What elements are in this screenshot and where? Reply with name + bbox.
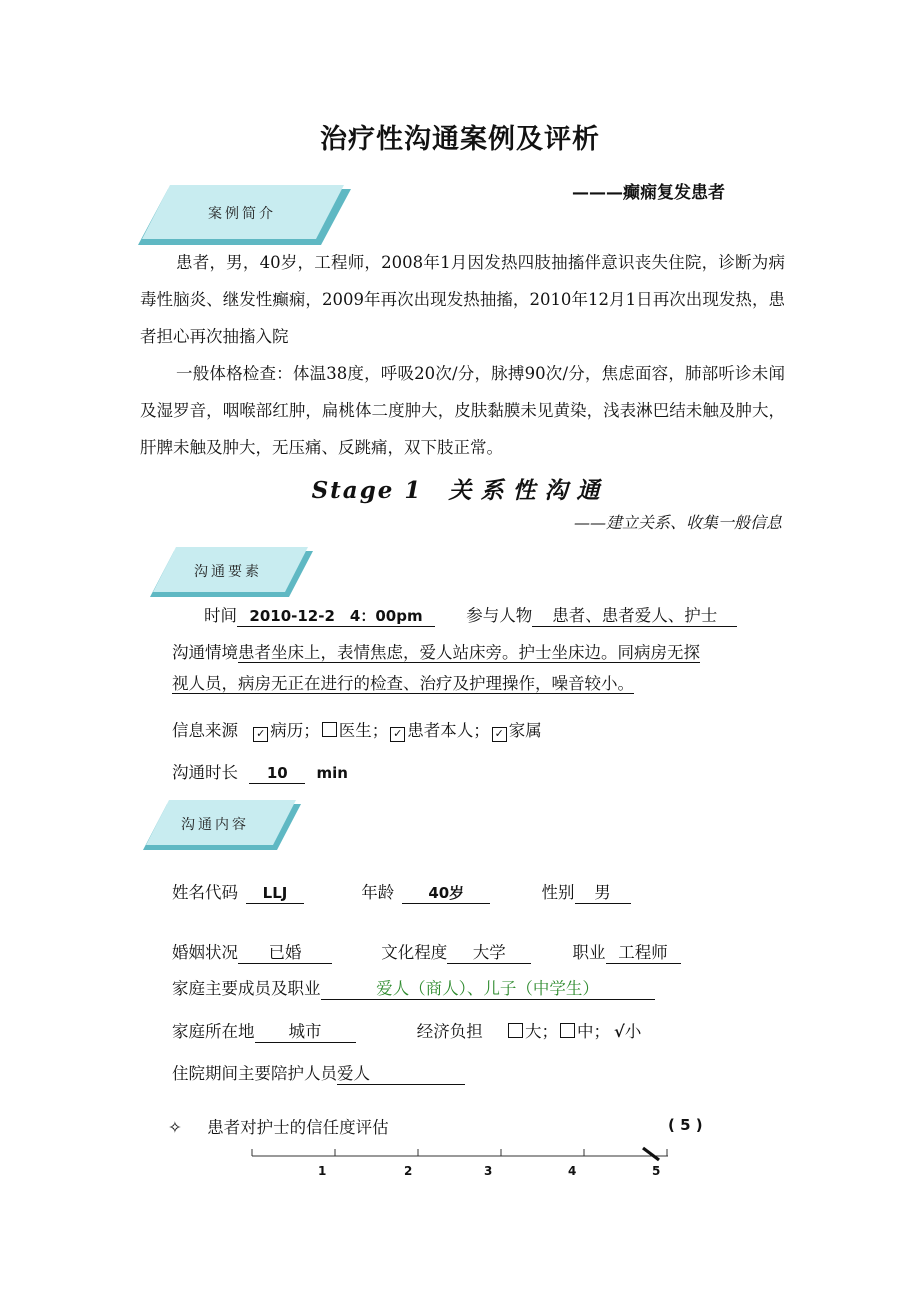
job-label: 职业 (572, 943, 606, 962)
education-label: 文化程度 (381, 943, 448, 962)
situation-line-2: 视人员，病房无正在进行的检查、治疗及护理操作，噪音较小。 (172, 674, 634, 693)
trust-row (168, 1114, 389, 1138)
home-label: 家庭所在地 (172, 1022, 255, 1041)
trust-label: 患者对护士的信任度评估 (207, 1118, 389, 1137)
age-label: 年龄 (361, 883, 395, 902)
age-value: 40岁 (402, 883, 490, 904)
page-subtitle: ———癫痫复发患者 (572, 183, 725, 203)
check-mark-icon: √ (614, 1022, 625, 1041)
marital-row (172, 939, 681, 964)
trust-marker (643, 1148, 659, 1160)
source-label: 信息来源 (172, 721, 238, 740)
case-description (140, 244, 785, 466)
source-checkbox-records[interactable]: ✓ (253, 727, 268, 742)
time-label: 时间 (204, 606, 237, 625)
name-value: LLJ (246, 883, 304, 904)
burden-option-label: 中； (577, 1022, 610, 1041)
scale-tick-label: 1 (318, 1164, 327, 1178)
family-row (172, 975, 655, 1000)
companion-label: 住院期间主要陪护人员 (172, 1064, 337, 1083)
banner-label: 沟通内容 (181, 817, 249, 833)
source-options (251, 721, 542, 740)
participants-value: 患者、患者爱人、护士 (532, 606, 737, 627)
section-banner-content (143, 800, 303, 862)
companion-value: 爱人 (337, 1064, 465, 1085)
identity-row (172, 879, 631, 904)
burden-checkbox-large[interactable] (508, 1023, 523, 1038)
gender-label: 性别 (541, 883, 575, 902)
scale-tick-label: 3 (484, 1164, 493, 1178)
duration-value: 10 (249, 763, 305, 784)
source-checkbox-patient[interactable]: ✓ (390, 727, 405, 742)
marital-value: 已婚 (238, 943, 332, 964)
stage-heading (0, 472, 920, 505)
education-value: 大学 (447, 943, 531, 964)
time-row (204, 602, 737, 627)
stage-label: Stage 1 (311, 477, 423, 504)
situation-line-1: 患者坐床上，表情焦虑，爱人站床旁。护士坐床边。同病房无探 (238, 643, 700, 662)
duration-label: 沟通时长 (172, 763, 238, 782)
source-option-label: 病历； (270, 721, 320, 740)
section-banner-case-intro (138, 185, 353, 247)
home-value: 城市 (255, 1022, 356, 1043)
duration-row (172, 759, 348, 784)
marital-label: 婚姻状况 (172, 943, 238, 962)
burden-checkbox-medium[interactable] (560, 1023, 575, 1038)
name-label: 姓名代码 (172, 883, 238, 902)
source-option-label: 家属 (508, 721, 542, 740)
source-row (172, 717, 542, 742)
time-value: 2010-12-2 4：00pm (237, 606, 435, 627)
exam-paragraph: 一般体格检查：体温38度，呼吸20次/分，脉搏90次/分，焦虑面容，肺部听诊未闻及湿罗音，咽喉部红肿，扁桃体二度肿大，皮肤黏膜未见黄染，浅表淋巴结未触及肿大，肝脾未触及肿大，无压痛、反跳痛，双下肢正常。 (140, 364, 785, 457)
scale-tick-label: 2 (404, 1164, 413, 1178)
trust-score: ( 5 ) (668, 1116, 703, 1134)
scale-tick-label: 5 (652, 1164, 661, 1178)
gender-value: 男 (575, 883, 631, 904)
source-checkbox-family[interactable]: ✓ (492, 727, 507, 742)
burden-label: 经济负担 (416, 1022, 483, 1041)
burden-options (506, 1022, 641, 1041)
scale-tick-label: 4 (568, 1164, 577, 1178)
stage-subtitle: ——建立关系、收集一般信息 (573, 513, 782, 532)
home-row (172, 1018, 641, 1043)
source-checkbox-doctor[interactable] (322, 722, 337, 737)
situation-block (172, 637, 700, 699)
situation-label: 沟通情境 (172, 643, 238, 662)
banner-label: 案例简介 (208, 206, 276, 222)
stage-name: 关系性沟通 (448, 477, 609, 504)
section-banner-elements (150, 547, 315, 609)
case-paragraph: 患者，男，40岁，工程师，2008年1月因发热四肢抽搐伴意识丧失住院，诊断为病毒性脑炎、继发性癫痫，2009年再次出现发热抽搐，2010年12月1日再次出现发热，患者担心再次抽搐入院 (140, 253, 785, 346)
burden-option-label: 小 (624, 1022, 642, 1041)
diamond-bullet-icon: ✧ (168, 1118, 182, 1137)
companion-row (172, 1060, 465, 1085)
banner-label: 沟通要素 (194, 564, 262, 580)
trust-scale (240, 1140, 680, 1170)
job-value: 工程师 (606, 943, 681, 964)
family-value: 爱人（商人）、儿子（中学生） (321, 979, 655, 1000)
participants-label: 参与人物 (466, 606, 533, 625)
source-option-label: 医生； (338, 721, 389, 740)
burden-option-label: 大； (525, 1022, 558, 1041)
duration-unit: min (316, 764, 348, 782)
page-title: 治疗性沟通案例及评析 (320, 124, 600, 155)
source-option-label: 患者本人； (407, 721, 490, 740)
family-label: 家庭主要成员及职业 (172, 979, 321, 998)
